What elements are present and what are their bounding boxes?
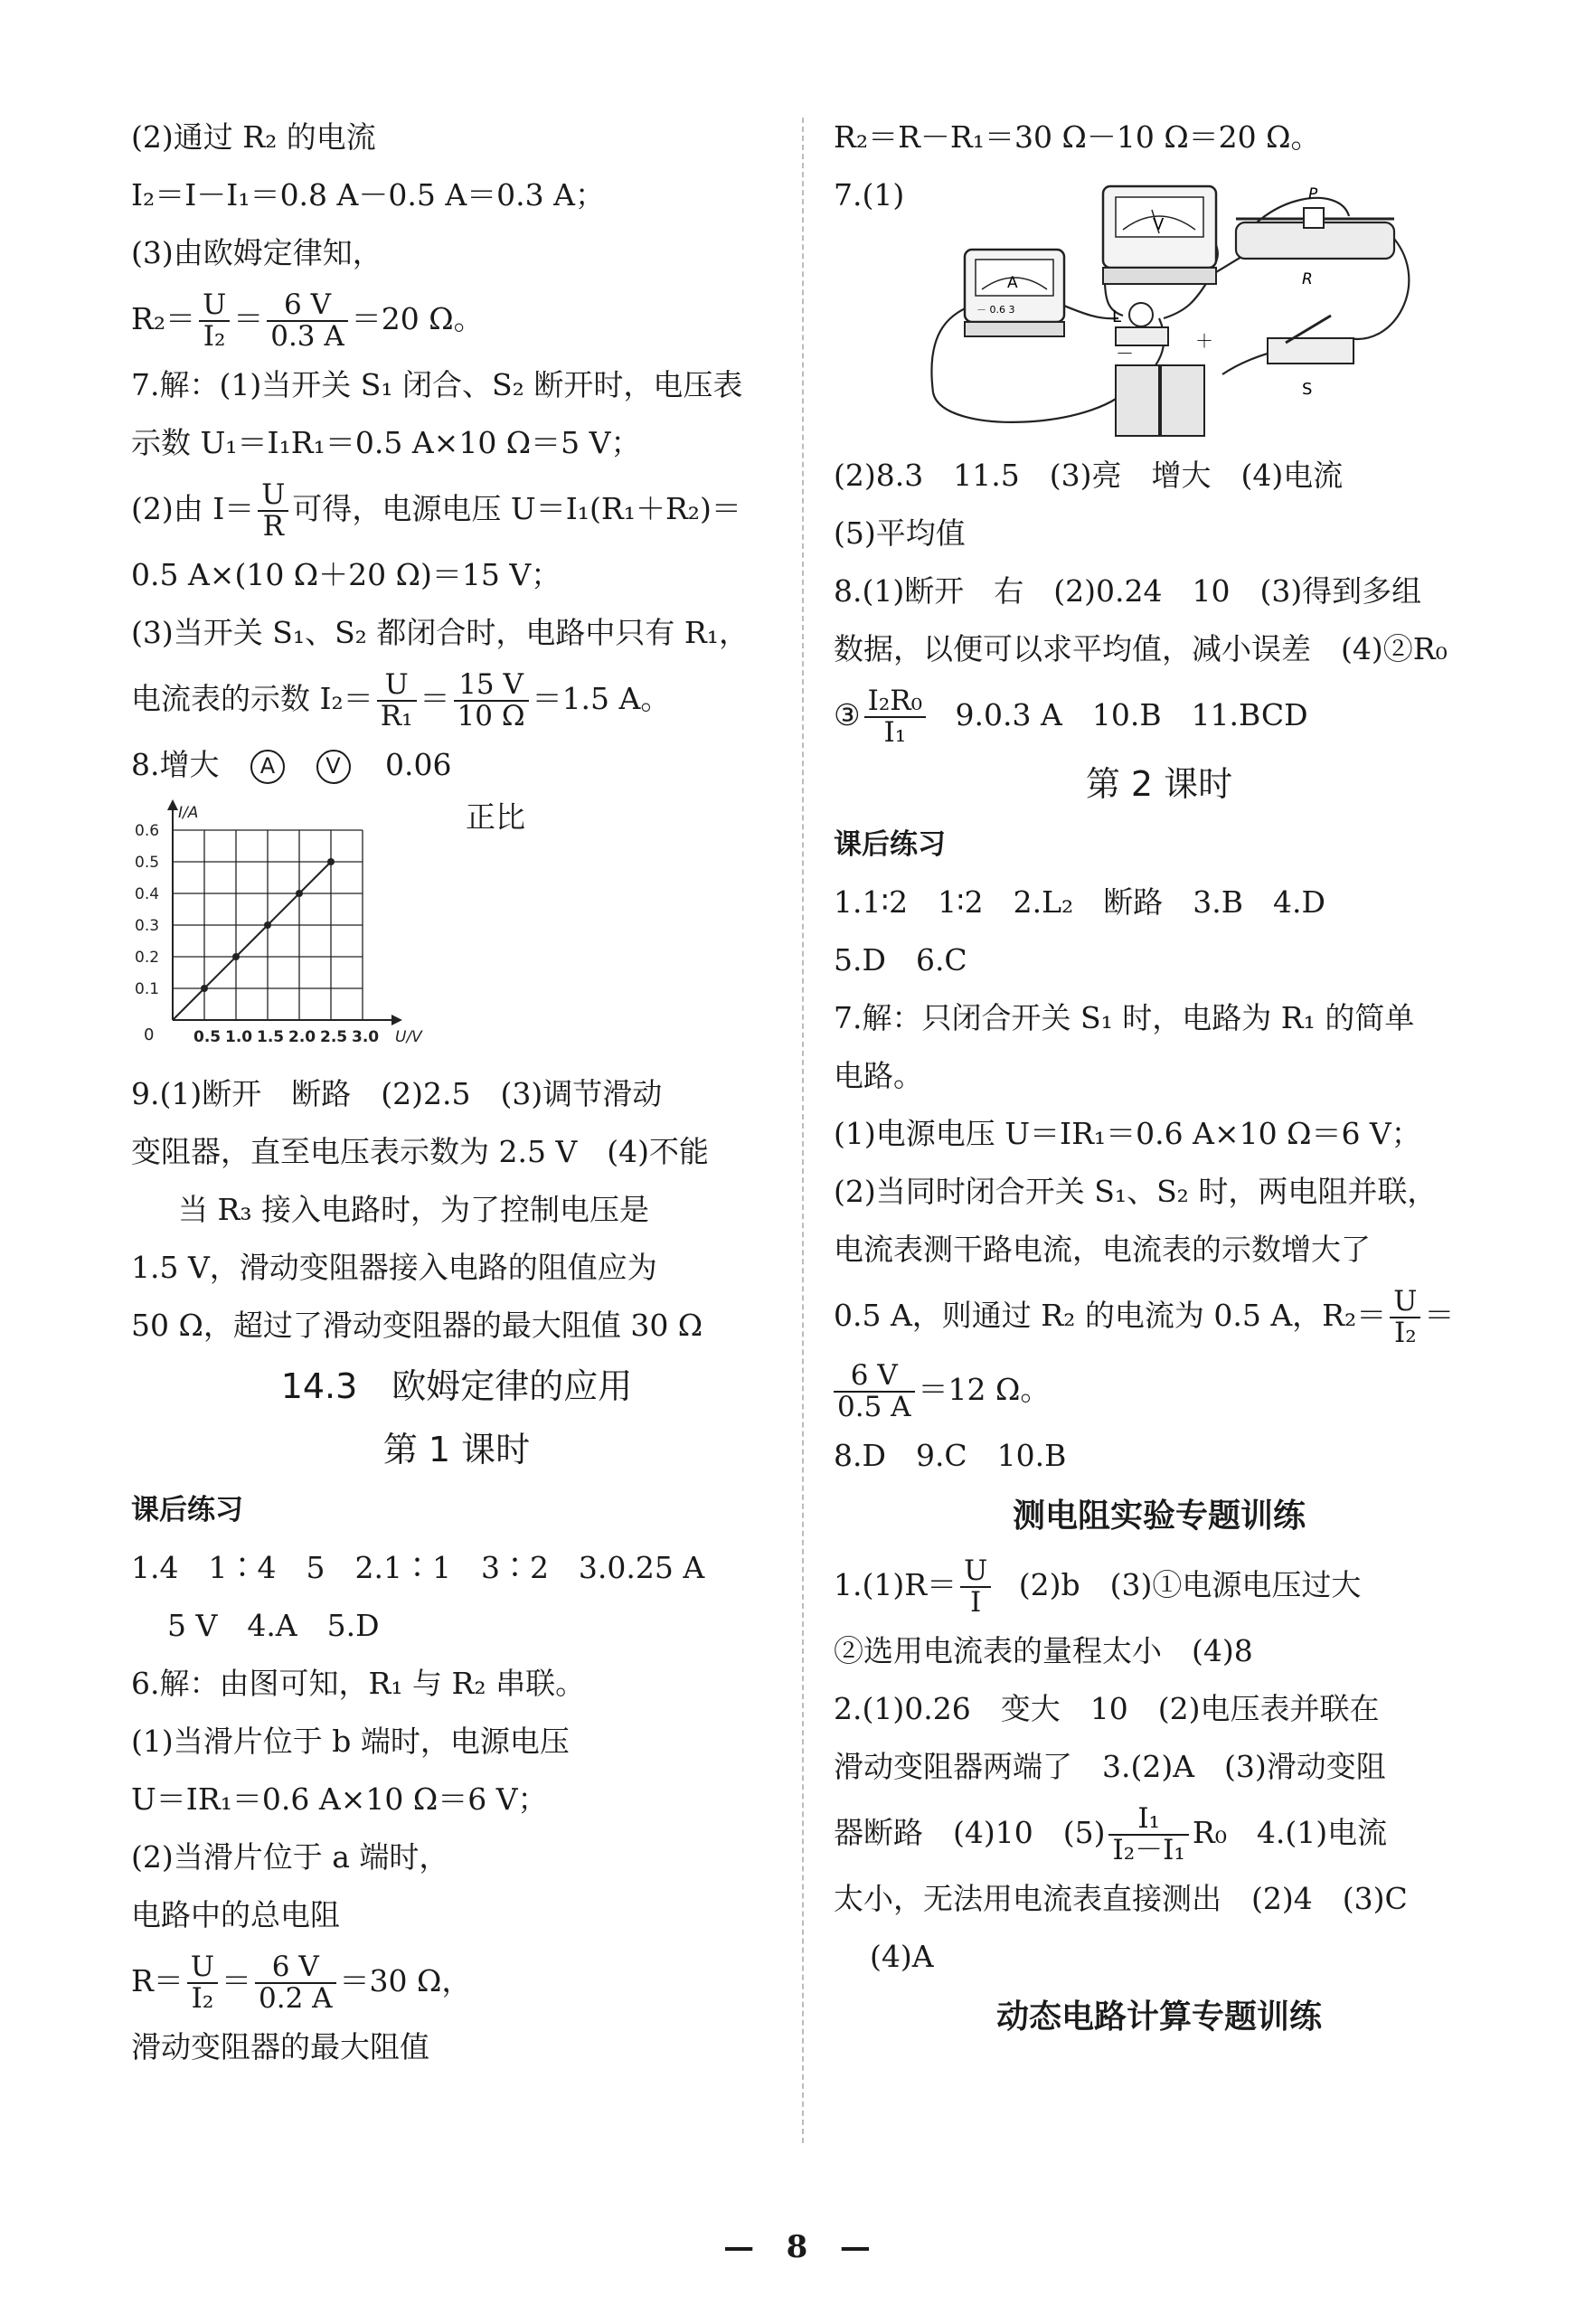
wire: [933, 383, 1132, 422]
x-tick-label: 3.0: [352, 1028, 380, 1046]
formula-text: 0.5 A，则通过 R₂ 的电流为 0.5 A，R₂＝: [834, 1298, 1387, 1333]
formula-text: 器断路 (4)10 (5): [834, 1815, 1106, 1850]
numerator: 15 V: [458, 668, 523, 702]
plus-label: ＋: [1195, 330, 1213, 352]
left-column: [131, 109, 782, 2076]
rheostat-label: R: [1302, 270, 1313, 288]
text-line: 电流表测干路电流，电流表的示数增大了: [834, 1232, 1371, 1267]
fraction: [255, 1952, 336, 2013]
denominator: I₂: [187, 1982, 218, 2014]
x-tick-label: 1.5: [257, 1028, 285, 1046]
formula-line: [131, 662, 782, 736]
fraction: [960, 1556, 991, 1617]
text-line: 0.5 A×(10 Ω＋20 Ω)＝15 V；: [131, 557, 561, 592]
formula-text: ＝: [222, 1963, 251, 1998]
text-line: (2)当同时闭合开关 S₁、S₂ 时，两电阻并联，: [834, 1174, 1438, 1209]
y-tick-label: 0.3: [135, 917, 160, 935]
text-line: 7.解：只闭合开关 S₁ 时，电路为 R₁ 的简单: [834, 1000, 1415, 1035]
fraction: [454, 670, 529, 731]
denominator: R: [258, 510, 288, 542]
lesson-title: 第 1 课时: [382, 1430, 531, 1469]
y-axis-arrow-icon: [167, 799, 178, 810]
y-tick-label: 0.6: [135, 822, 160, 840]
text-line: 1.5 V，滑动变阻器接入电路的阻值应为: [131, 1250, 657, 1285]
formula-text: (2)由 I＝: [131, 491, 255, 526]
numerator: U: [203, 288, 227, 322]
fraction: [864, 686, 926, 747]
denominator: I₂: [199, 320, 230, 352]
denominator: 0.5 A: [834, 1391, 915, 1422]
fraction: [834, 1361, 915, 1422]
switch-label: S: [1302, 380, 1313, 399]
circuit-block: [834, 166, 1485, 447]
x-tick-label: 1.0: [225, 1028, 253, 1046]
y-tick-label: 0.4: [135, 885, 160, 903]
fraction: [267, 290, 348, 351]
formula-text: R＝: [131, 1963, 184, 1998]
fraction: [377, 670, 417, 731]
x-axis-arrow-icon: [391, 1015, 402, 1025]
numerator: U: [1393, 1285, 1418, 1318]
ammeter-symbol-icon: A: [250, 750, 285, 784]
ammeter-terminals: － 0.6 3: [976, 304, 1015, 316]
formula-text: 可得，电源电压 U＝I₁(R₁＋R₂)＝: [292, 491, 741, 526]
ammeter-icon: [965, 250, 1064, 336]
text-line: 当 R₃ 接入电路时，为了控制电压是: [178, 1192, 650, 1227]
subheading: 课后练习: [131, 1494, 243, 1526]
text-line: 1.4 1∶4 5 2.1∶1 3∶2 3.0.25 A: [131, 1550, 705, 1585]
text-line: (2)当滑片位于 a 端时，: [131, 1839, 449, 1875]
numerator: 6 V: [271, 1951, 319, 1984]
text-line: R₂＝R－R₁＝30 Ω－10 Ω＝20 Ω。: [834, 119, 1321, 155]
text-line: (1)电源电压 U＝IR₁＝0.6 A×10 Ω＝6 V；: [834, 1116, 1421, 1151]
formula-text: 电流表的示数 I₂＝: [131, 681, 373, 716]
minus-label: －: [1116, 343, 1134, 364]
series-line: [173, 862, 331, 1020]
formula-text: ＝12 Ω。: [918, 1372, 1051, 1407]
voltmeter-icon: [1103, 186, 1216, 284]
text-line: 太小，无法用电流表直接测出 (2)4 (3)C: [834, 1881, 1408, 1916]
page-number: 8: [786, 2229, 808, 2265]
denominator: I: [960, 1586, 991, 1618]
text-line: 示数 U₁＝I₁R₁＝0.5 A×10 Ω＝5 V；: [131, 425, 641, 460]
denominator: 0.3 A: [267, 320, 348, 352]
formula-line: [131, 282, 782, 356]
formula-text: 1.(1)R＝: [834, 1567, 957, 1602]
formula-text: R₀ 4.(1)电流: [1192, 1815, 1388, 1850]
numerator: 6 V: [850, 1359, 898, 1393]
fraction: [1108, 1804, 1188, 1865]
data-point: [296, 890, 303, 897]
ammeter-label: A: [1007, 274, 1018, 292]
formula-text: ＝1.5 A。: [532, 681, 671, 716]
formula-line: [131, 1944, 782, 2018]
text-line: 8.(1)断开 右 (2)0.24 10 (3)得到多组: [834, 573, 1422, 609]
text-line: (4)A: [870, 1939, 934, 1974]
text-line: 9.(1)断开 断路 (2)2.5 (3)调节滑动: [131, 1076, 663, 1111]
x-tick-label: 2.5: [320, 1028, 348, 1046]
formula-line: [834, 1796, 1485, 1870]
formula-text: (2)b (3)①电源电压过大: [1018, 1567, 1362, 1602]
text-line: 5 V 4.A 5.D: [167, 1608, 380, 1643]
formula-text: ＝: [233, 301, 264, 336]
page-footer: — 8 —: [723, 2229, 871, 2265]
x-tick-label: 0.5: [193, 1028, 222, 1046]
text-line: 变阻器，直至电压表示数为 2.5 V (4)不能: [131, 1134, 710, 1169]
denominator: I₂－I₁: [1108, 1834, 1188, 1866]
section-title: 14.3 欧姆定律的应用: [280, 1366, 633, 1406]
y-tick-label: 0.2: [135, 949, 160, 967]
text-line: 滑动变阻器两端了 3.(2)A (3)滑动变阻: [834, 1749, 1386, 1784]
formula-text: ＝20 Ω。: [351, 301, 484, 336]
text-line: (5)平均值: [834, 515, 966, 551]
text-line: ②选用电流表的量程太小 (4)8: [834, 1633, 1253, 1668]
origin-label: 0: [144, 1025, 155, 1044]
text-line: (2)8.3 11.5 (3)亮 增大 (4)电流: [834, 458, 1344, 493]
data-point: [264, 921, 271, 929]
formula-text: ＝: [1424, 1298, 1455, 1333]
circuit-diagram: [924, 166, 1430, 447]
formula-line: [834, 1548, 1485, 1622]
numerator: U: [964, 1554, 988, 1588]
numerator: U: [261, 478, 286, 512]
formula-text: 9.0.3 A 10.B 11.BCD: [955, 697, 1308, 732]
iu-chart: [131, 794, 429, 1065]
formula-text: ＝: [420, 681, 450, 716]
text-line: 电路。: [834, 1058, 923, 1093]
voltmeter-label: V: [1153, 215, 1165, 234]
graph-note: 正比: [466, 799, 525, 835]
y-tick-label: 0.5: [135, 854, 160, 872]
text-line: (3)当开关 S₁、S₂ 都闭合时，电路中只有 R₁，: [131, 615, 749, 650]
numerator: U: [190, 1951, 214, 1984]
graph-block: [131, 794, 782, 1065]
fraction: [187, 1952, 218, 2013]
subheading: 课后练习: [834, 828, 946, 861]
denominator: I₂: [1390, 1317, 1420, 1348]
formula-line: [131, 472, 782, 546]
rheostat-icon: [1236, 185, 1394, 288]
fraction: [199, 290, 230, 351]
lesson-title: 第 2 课时: [1085, 764, 1233, 804]
denominator: R₁: [377, 700, 417, 732]
text-line: (3)由欧姆定律知，: [131, 235, 382, 270]
text-line: (2)通过 R₂ 的电流: [131, 119, 376, 155]
formula-text: R₂＝: [131, 301, 196, 336]
text-line: 50 Ω，超过了滑动变阻器的最大阻值 30 Ω: [131, 1308, 703, 1343]
topic-title: 动态电路计算专题训练: [995, 1998, 1322, 2036]
text-line: 7.解：(1)当开关 S₁ 闭合、S₂ 断开时，电压表: [131, 367, 743, 402]
text-line: 电路中的总电阻: [131, 1897, 340, 1932]
x-tick-label: 2.0: [288, 1028, 316, 1046]
denominator: I₁: [864, 716, 926, 748]
fraction: [1390, 1287, 1420, 1347]
text-line: 5.D 6.C: [834, 942, 967, 978]
column-divider: [802, 118, 804, 2143]
data-point: [232, 953, 240, 960]
formula-line: [834, 1353, 1485, 1427]
text-line: 2.(1)0.26 变大 10 (2)电压表并联在: [834, 1691, 1380, 1726]
text-line: 6.解：由图可知，R₁ 与 R₂ 串联。: [131, 1666, 586, 1701]
numerator: 6 V: [284, 288, 331, 322]
numerator: U: [384, 668, 409, 702]
text-line: 滑动变阻器的最大阻值: [131, 2029, 429, 2064]
data-point: [201, 985, 208, 992]
lamp-label: L: [1112, 307, 1122, 326]
slider-label: P: [1308, 185, 1318, 203]
text-line: U＝IR₁＝0.6 A×10 Ω＝6 V；: [131, 1781, 548, 1817]
numerator: I₁: [1137, 1802, 1160, 1836]
answer-text: 8.增大: [131, 747, 220, 782]
formula-text: ③: [834, 697, 861, 732]
x-axis-label: U/V: [395, 1028, 422, 1046]
text-line: 7.(1): [834, 177, 905, 213]
numerator: I₂R₀: [867, 685, 923, 718]
text-line: [131, 736, 782, 794]
text-line: I₂＝I－I₁＝0.8 A－0.5 A＝0.3 A；: [131, 177, 605, 213]
formula-line: [834, 678, 1485, 752]
text-line: 8.D 9.C 10.B: [834, 1438, 1067, 1473]
formula-text: ＝30 Ω，: [339, 1963, 472, 1998]
lamp-icon: [1112, 303, 1168, 345]
text-line: 数据，以便可以求平均值，减小误差 (4)②R₀: [834, 631, 1448, 666]
topic-title: 测电阻实验专题训练: [1012, 1497, 1306, 1535]
switch-icon: [1268, 316, 1353, 399]
data-point: [327, 858, 335, 865]
y-axis-label: I/A: [178, 804, 199, 822]
denominator: 0.2 A: [255, 1982, 336, 2014]
denominator: 10 Ω: [454, 700, 529, 732]
fraction: [258, 480, 288, 541]
right-column: [834, 109, 1485, 2049]
voltmeter-symbol-icon: V: [316, 750, 351, 784]
y-tick-label: 0.1: [135, 980, 160, 998]
text-line: (1)当滑片位于 b 端时，电源电压: [131, 1724, 570, 1759]
answer-text: 0.06: [385, 747, 452, 782]
text-line: 1.1∶2 1∶2 2.L₂ 断路 3.B 4.D: [834, 884, 1325, 920]
formula-line: [834, 1279, 1485, 1353]
